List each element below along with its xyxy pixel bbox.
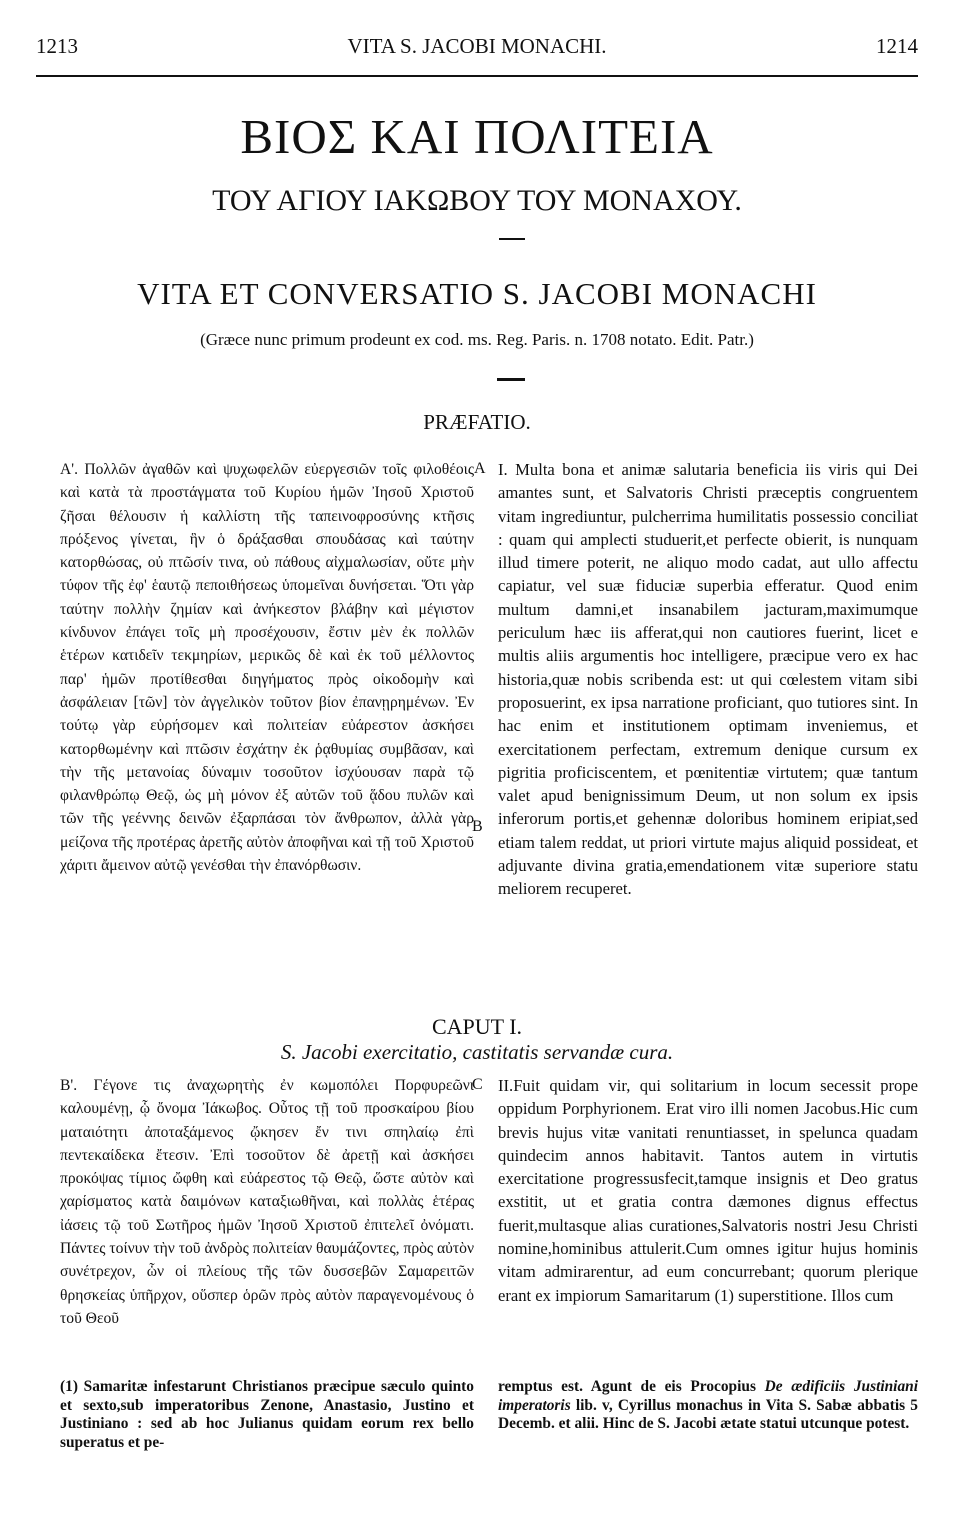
source-note: (Græce nunc primum prodeunt ex cod. ms. Reg. Paris. n. 1708 notato. Edit. Patr.) [200,330,754,349]
greek-text-section-b: Β'. Γέγονε τις ἀναχωρητὴς ἐν κωμοπόλει Πορφυρεῶνι καλουμένῃ, ᾧ ὄνομα Ἰάκωβος. Οὗτος τῇ τοῦ προσκαίρου βίου ματαιότητι ἀποταξάμενος ᾤκησεν ἔν τινι σπηλαίῳ ἐπὶ πεντεκαίδεκα ἔτεσιν. Ἐπὶ τοσοῦτον δὲ ἀρετῇ καὶ ἀσκήσει προκόψας τίμιος ὤφθη καὶ εὐάρεστος τῷ Θεῷ, ὥστε αὐτὸν καὶ χαρίσματος κατὰ δαιμόνων καταξιωθῆναι, καὶ πολλὰς ἑτέρας ἰάσεις τῷ τοῦ Σωτῆρος ἡμῶν Ἰησοῦ Χριστοῦ ἐπιτελεῖ ὀνόματι. Πάντες τοίνυν τὴν τοῦ ἀνδρὸς πολιτείαν θαυμάζοντες, πρὸς αὐτὸν συνέτρεχον, ὧν οἱ πλείους τῆς τῶν δυσσεβῶν Σαμαρειτῶν θρησκείας ὑπῆρχον, οὕσπερ ὁρῶν πρὸς αὐτὸν παραγενομένους ὁ τοῦ Θεοῦ [60,1077,474,1327]
page [36,0,918,1540]
running-title: VITA S. JACOBI MONACHI. [347,34,607,58]
margin-marker-a: A [474,460,486,477]
title-divider [499,238,525,240]
running-header [36,34,918,64]
section-divider [497,378,525,381]
footnote-right-part1: remptus est. Agunt de eis Procopius [498,1378,765,1395]
latin-text-section-b: II.Fuit quidam vir, qui solitarium in locum secessit prope oppidum Porphyrionem. Erat viro illi nomen Jacobus.Hic cum brevis hujus vitæ vanitati renuntiasset, in spelunca quadam quindecim annos habitavit. Tantos autem in virtutis exercitatione progressusfecit,tamque insignis et Deo gratus exstitit, ut et gratia contra dæmones dignus effectus fuerit,multasque alias curationes,Salvatoris nostri Jesu Christi nomine,hominibus attulerit.Cum omnes igitur hujus hominis vitam admirarentur, ad eum concurrebant; quorum plerique erant ex impiorum Samaritarum (1) superstitione. Illos cum [498,1076,918,1305]
latin-title: VITA ET CONVERSATIO S. JACOBI MONACHI [137,276,817,311]
greek-title: ΒΙΟΣ ΚΑΙ ΠΟΛΙΤΕΙΑ [240,109,714,164]
greek-subtitle: ΤΟΥ ΑΓΙΟΥ ΙΑΚΩΒΟΥ ΤΟΥ ΜΟΝΑΧΟΥ. [212,184,742,217]
margin-marker-b: B [472,818,483,835]
greek-text-section-a: Α'. Πολλῶν ἀγαθῶν καὶ ψυχωφελῶν εὐεργεσιῶν τοῖς φιλοθέοις καὶ κατὰ τὰ προστάγματα τοῦ Κυρίου ἡμῶν Ἰησοῦ Χριστοῦ ζῆσαι θέλουσιν ἡ καλλίστη τῆς ταπεινοφροσύνης κτῆσις πρόξενος γίνεται, ἣν ὁ δράξασθαι σπουδάσας καὶ ταύτην κατορθώσας, οὐ πτῶσίν τινα, οὐ πάθους αἰχμαλωσίαν, οὔτε μὴν τύφον τῆς ἐφ' ἑαυτῷ πεποιθήσεως ὑπομεῖναι δυνήσεται. Ὅτι γὰρ ταύτην πολλὴν ζημίαν καὶ ἀνήκεστον βλάβην καὶ μέγιστον κίνδυνον ἐπάγει τοῖς μὴ προσέχουσιν, ἔστιν μὲν ἐκ πολλῶν ἑτέρων κατιδεῖν τεκμηρίων, μερικῶς δὲ καὶ ἐκ τοῦ μέλλοντος παρ' ἡμῶν προτίθεσθαι διηγήματος πρὸς οἰκοδομὴν καὶ ἀσφάλειαν [τῶν] τὸν ἀγγελικὸν τοῦτον βίον ἐπανῃρημένων. Ἐν τούτῳ γὰρ εὑρήσομεν καὶ πολιτείαν εὐάρεστον ἀσκήσει κατορθωμένην καὶ πτῶσιν ἐσχάτην ἐκ ῥᾳθυμίας συμβᾶσαν, καὶ τὴν τῆς μετανοίας δύναμιν τοσοῦτον ἰσχύουσαν παρὰ τῷ φιλανθρώπῳ Θεῷ, ὡς μὴ μόνον ἐξ αὐτῶν τοῦ ᾅδου πυλῶν καὶ τῶν τῆς γεέννης δεινῶν ἐξαρπάσαι τὸν ἄνθρωπον, ἀλλὰ γὰρ μείζονα τῆς προτέρας ἀρετῆς αὐτὸν ἀποφῆναι καὶ τῇ τοῦ Χριστοῦ χάριτι ἄμεινον αὐτῷ γενέσθαι τὴν ἐπανόρθωσιν. [60,461,474,875]
footnote-left: (1) Samaritæ infestarunt Christianos præcipue sæculo quinto et sexto,sub imperatoribus Zenone, Anastasio, Justino et Justiniano : sed ab hoc Julianus quidam eorum rex bello superatus et pe- [60,1378,474,1451]
praefatio-heading: PRÆFATIO. [423,410,531,434]
column-number-right: 1214 [876,34,918,58]
footnote-right [498,1378,918,1434]
margin-marker-c: C [472,1076,483,1093]
chapter-subtitle: S. Jacobi exercitatio, castitatis servandæ cura. [280,1040,674,1064]
footnote-right-part2: lib. v, Cyrillus monachus in Vita S. Sabæ abbatis 5 Decemb. et alii. Hinc de S. Jacobi ætate statui utcunque potest. [498,1396,918,1433]
latin-text-section-a: I. Multa bona et animæ salutaria beneficia iis viris qui Dei amantes sunt, et Salvatoris Christi præceptis congruentem vitam ingrediuntur, pulcherrima humilitatis possessio conciliat : quam qui amplecti studuerit,et perfecte obierit, is nunquam illud timere poterit, ne aliquo modo cadat, aut ullo affectu capiatur, vel suæ fiduciæ superbia efferatur. Quod enim multum damni,et insanabilem jacturam,maximumque periculum hæc iis afferat,qui non cautiores fuerint, licet e multis aliis argumentis hoc intelligere, præcipue vero ex hac historia,quæ nobis scribenda est: ut qui cœlestem vitam sibi proposuerint, ex ipsa narratione proficiant, quo tutiores sint. In hac enim et institutionem optimam inveniemus, et exercitationem perfectam, extremum denique cursum ex pigritia proficiscentem, et pœnitentiæ virtutem; quæ tantum valet apud benignissimum Deum, ut non solum ex ipsis inferorum portis,et gehennæ doloribus hominem eripiat,sed etiam talem reddat, ut priori virtute majus aliquid possideat, et adjuvante divina gratia,emendationem vitæ superiore statu meliorem recuperet. [498,460,918,899]
header-rule [36,75,918,77]
column-number-left: 1213 [36,34,78,58]
chapter-heading: CAPUT I. [431,1014,523,1039]
footnote-right-work-title: De ædificiis Justiniani imperatoris [498,1378,918,1414]
